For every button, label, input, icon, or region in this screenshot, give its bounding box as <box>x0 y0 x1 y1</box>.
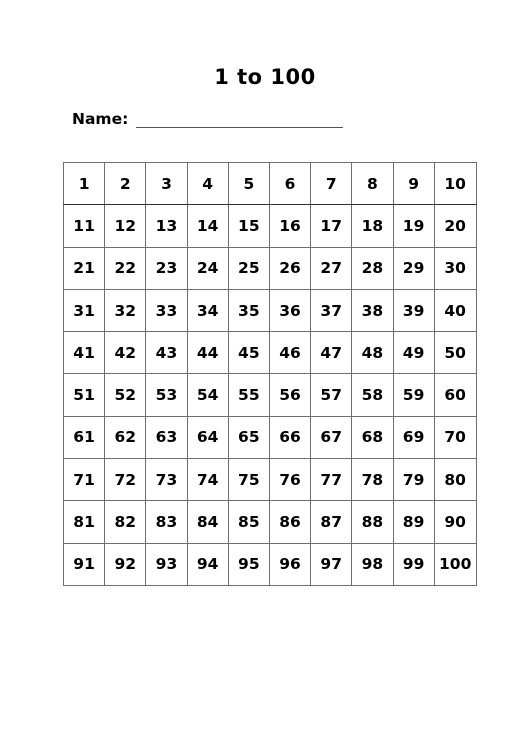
grid-cell: 66 <box>269 416 310 458</box>
grid-cell: 85 <box>228 501 269 543</box>
grid-cell: 90 <box>434 501 476 543</box>
grid-cell: 70 <box>434 416 476 458</box>
grid-cell: 57 <box>311 374 352 416</box>
grid-cell: 18 <box>352 205 393 247</box>
grid-cell: 58 <box>352 374 393 416</box>
grid-cell: 71 <box>64 459 105 501</box>
grid-cell: 83 <box>146 501 187 543</box>
grid-cell: 59 <box>393 374 434 416</box>
grid-row <box>64 289 477 331</box>
name-row <box>72 108 352 132</box>
grid-cell: 49 <box>393 332 434 374</box>
grid-cell: 26 <box>269 247 310 289</box>
grid-cell: 61 <box>64 416 105 458</box>
grid-cell: 46 <box>269 332 310 374</box>
grid-cell: 72 <box>105 459 146 501</box>
grid-cell: 68 <box>352 416 393 458</box>
grid-cell: 15 <box>228 205 269 247</box>
grid-cell: 84 <box>187 501 228 543</box>
grid-cell: 17 <box>311 205 352 247</box>
grid-cell: 60 <box>434 374 476 416</box>
grid-cell: 28 <box>352 247 393 289</box>
grid-cell: 40 <box>434 289 476 331</box>
grid-cell: 98 <box>352 543 393 585</box>
grid-cell: 82 <box>105 501 146 543</box>
grid-cell: 21 <box>64 247 105 289</box>
grid-row <box>64 163 477 205</box>
grid-cell: 64 <box>187 416 228 458</box>
grid-cell: 25 <box>228 247 269 289</box>
grid-cell: 10 <box>434 163 476 205</box>
grid-cell: 79 <box>393 459 434 501</box>
grid-cell: 97 <box>311 543 352 585</box>
grid-cell: 88 <box>352 501 393 543</box>
grid-cell: 12 <box>105 205 146 247</box>
grid-cell: 76 <box>269 459 310 501</box>
grid-cell: 63 <box>146 416 187 458</box>
grid-row <box>64 205 477 247</box>
grid-cell: 39 <box>393 289 434 331</box>
grid-row <box>64 416 477 458</box>
grid-cell: 8 <box>352 163 393 205</box>
grid-cell: 99 <box>393 543 434 585</box>
grid-cell: 36 <box>269 289 310 331</box>
grid-cell: 29 <box>393 247 434 289</box>
grid-row <box>64 374 477 416</box>
grid-cell: 42 <box>105 332 146 374</box>
grid-cell: 65 <box>228 416 269 458</box>
grid-cell: 48 <box>352 332 393 374</box>
grid-cell: 22 <box>105 247 146 289</box>
grid-cell: 30 <box>434 247 476 289</box>
grid-cell: 19 <box>393 205 434 247</box>
hundred-chart-grid <box>63 162 477 586</box>
grid-cell: 86 <box>269 501 310 543</box>
grid-cell: 45 <box>228 332 269 374</box>
grid-cell: 51 <box>64 374 105 416</box>
grid-cell: 55 <box>228 374 269 416</box>
grid-cell: 38 <box>352 289 393 331</box>
grid-cell: 56 <box>269 374 310 416</box>
grid-cell: 27 <box>311 247 352 289</box>
grid-cell: 44 <box>187 332 228 374</box>
grid-cell: 53 <box>146 374 187 416</box>
grid-cell: 5 <box>228 163 269 205</box>
grid-cell: 73 <box>146 459 187 501</box>
grid-cell: 89 <box>393 501 434 543</box>
grid-row <box>64 543 477 585</box>
grid-row <box>64 332 477 374</box>
grid-cell: 75 <box>228 459 269 501</box>
grid-cell: 62 <box>105 416 146 458</box>
grid-cell: 80 <box>434 459 476 501</box>
grid-cell: 87 <box>311 501 352 543</box>
grid-cell: 94 <box>187 543 228 585</box>
grid-cell: 14 <box>187 205 228 247</box>
grid-cell: 31 <box>64 289 105 331</box>
name-blank-line[interactable] <box>136 127 343 128</box>
grid-cell: 78 <box>352 459 393 501</box>
grid-cell: 50 <box>434 332 476 374</box>
grid-cell: 43 <box>146 332 187 374</box>
grid-cell: 3 <box>146 163 187 205</box>
grid-cell: 41 <box>64 332 105 374</box>
grid-cell: 7 <box>311 163 352 205</box>
grid-cell: 6 <box>269 163 310 205</box>
grid-cell: 37 <box>311 289 352 331</box>
grid-cell: 52 <box>105 374 146 416</box>
grid-cell: 13 <box>146 205 187 247</box>
name-label: Name: <box>72 110 129 128</box>
grid-cell: 34 <box>187 289 228 331</box>
grid-cell: 4 <box>187 163 228 205</box>
grid-cell: 47 <box>311 332 352 374</box>
grid-cell: 32 <box>105 289 146 331</box>
grid-row <box>64 501 477 543</box>
grid-row <box>64 459 477 501</box>
grid-cell: 81 <box>64 501 105 543</box>
grid-cell: 54 <box>187 374 228 416</box>
grid-cell: 9 <box>393 163 434 205</box>
grid-cell: 77 <box>311 459 352 501</box>
hundred-chart-body <box>64 163 477 586</box>
grid-cell: 1 <box>64 163 105 205</box>
grid-cell: 96 <box>269 543 310 585</box>
grid-cell: 23 <box>146 247 187 289</box>
grid-cell: 20 <box>434 205 476 247</box>
grid-cell: 11 <box>64 205 105 247</box>
grid-cell: 95 <box>228 543 269 585</box>
page-title: 1 to 100 <box>214 65 316 89</box>
grid-cell: 93 <box>146 543 187 585</box>
grid-cell: 74 <box>187 459 228 501</box>
grid-row <box>64 247 477 289</box>
grid-cell: 16 <box>269 205 310 247</box>
grid-cell: 24 <box>187 247 228 289</box>
grid-cell: 92 <box>105 543 146 585</box>
grid-cell: 91 <box>64 543 105 585</box>
grid-cell: 100 <box>434 543 476 585</box>
grid-cell: 69 <box>393 416 434 458</box>
grid-cell: 2 <box>105 163 146 205</box>
grid-cell: 35 <box>228 289 269 331</box>
grid-cell: 33 <box>146 289 187 331</box>
grid-cell: 67 <box>311 416 352 458</box>
